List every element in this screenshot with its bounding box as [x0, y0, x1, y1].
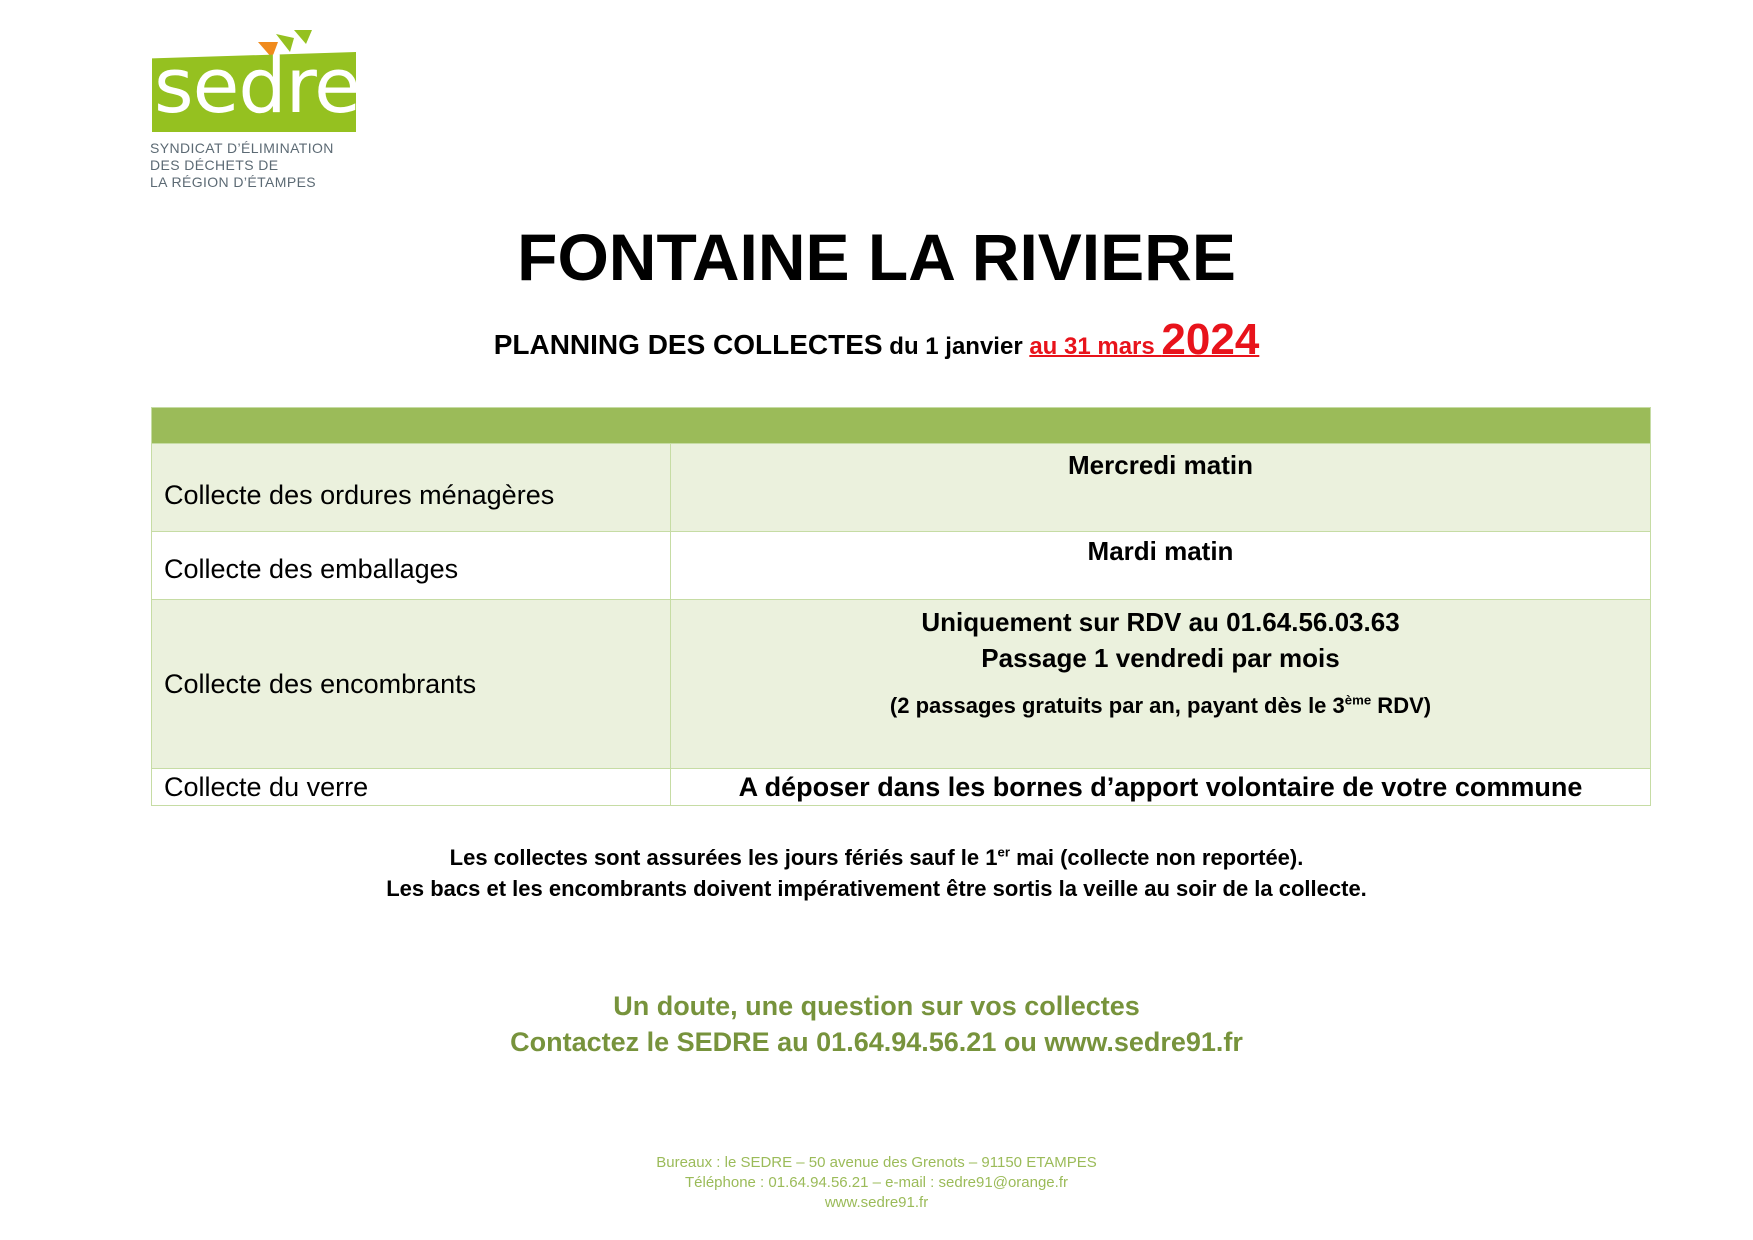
page-subtitle — [0, 315, 1753, 364]
note-text: (2 passages gratuits par an, payant dès le 3 — [889, 693, 1345, 718]
note-line — [0, 842, 1753, 873]
logo-wordmark: sedre — [154, 41, 360, 130]
note-text: mai (collecte non reportée). — [1009, 845, 1304, 870]
collection-notes — [0, 842, 1753, 904]
row-value — [671, 600, 1651, 769]
row-label: Collecte du verre — [152, 769, 671, 806]
note-text: RDV) — [1371, 693, 1432, 718]
note-superscript: er — [997, 844, 1010, 860]
table-header-cell — [152, 408, 1651, 444]
table-header-row — [152, 408, 1651, 444]
subtitle-heading: PLANNING DES COLLECTES — [493, 329, 883, 360]
row-value-line: Uniquement sur RDV au 01.64.56.03.63 — [921, 607, 1400, 637]
subtitle-start-date: du 1 janvier — [882, 333, 1030, 360]
footer-address: Bureaux : le SEDRE – 50 avenue des Grenots – 91150 ETAMPES — [656, 1154, 1097, 1171]
table-row — [152, 600, 1651, 769]
footer-phone-email: Téléphone : 01.64.94.56.21 – e-mail : sedre91@orange.fr — [685, 1174, 1068, 1191]
collection-schedule-table — [151, 407, 1651, 806]
note-line: Les bacs et les encombrants doivent impérativement être sortis la veille au soir de la collecte. — [386, 876, 1367, 901]
logo-subtitle-line: LA RÉGION D’ÉTAMPES — [150, 174, 317, 190]
row-label: Collecte des emballages — [152, 532, 671, 600]
row-label: Collecte des encombrants — [152, 600, 671, 769]
page-title: FONTAINE LA RIVIERE — [517, 220, 1236, 294]
logo-subtitle — [150, 140, 360, 191]
contact-line: Un doute, une question sur vos collectes — [613, 991, 1140, 1021]
logo-subtitle-line: SYNDICAT D’ÉLIMINATION — [150, 140, 334, 156]
table-row — [152, 444, 1651, 532]
subtitle-year: 2024 — [1161, 315, 1260, 364]
row-value: Mercredi matin — [671, 444, 1651, 532]
row-value-note — [671, 692, 1650, 720]
table-row — [152, 769, 1651, 806]
subtitle-end-date — [1029, 315, 1260, 364]
sedre-logo — [150, 28, 360, 191]
table-row — [152, 532, 1651, 600]
logo-subtitle-line: DES DÉCHETS DE — [150, 157, 279, 173]
row-label: Collecte des ordures ménagères — [152, 444, 671, 532]
footer — [0, 1153, 1753, 1213]
logo-mark — [150, 28, 360, 134]
note-superscript: ème — [1344, 692, 1372, 708]
row-value: Mardi matin — [671, 532, 1651, 600]
row-value: A déposer dans les bornes d’apport volontaire de votre commune — [671, 769, 1651, 806]
note-text: Les collectes sont assurées les jours fériés sauf le 1 — [449, 845, 998, 870]
subtitle-end-text: au 31 mars — [1029, 333, 1162, 360]
contact-line: Contactez le SEDRE au 01.64.94.56.21 ou www.sedre91.fr — [510, 1027, 1243, 1057]
footer-website: www.sedre91.fr — [824, 1194, 929, 1211]
contact-block — [0, 988, 1753, 1060]
row-value-line: Passage 1 vendredi par mois — [981, 643, 1340, 673]
